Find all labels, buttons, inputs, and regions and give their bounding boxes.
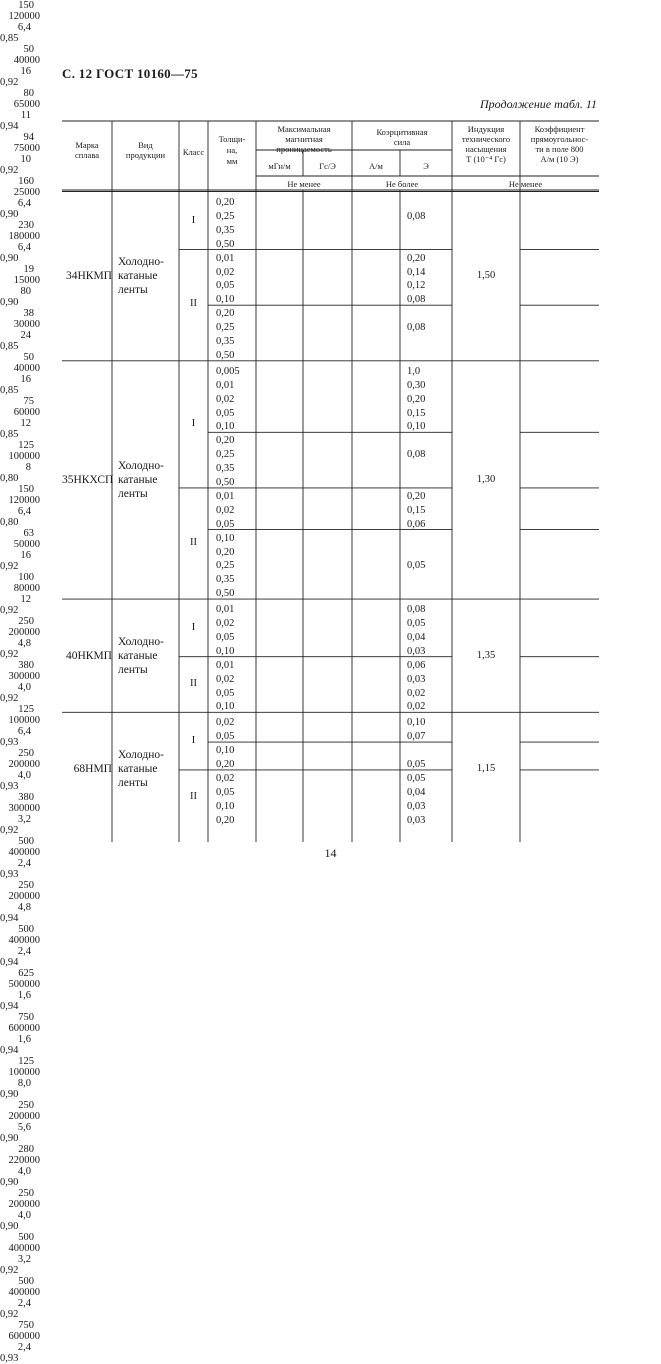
class-cell: I <box>191 621 196 633</box>
coercive-e-cell: 0,10 <box>407 421 426 433</box>
thickness-cell: 0,50 <box>216 238 235 250</box>
permeability-gs-cell: 40000 <box>13 363 40 374</box>
squareness-cell: 0,92 <box>0 693 19 704</box>
column-header-perm-unit-2: Гс/Э <box>319 161 336 171</box>
permeability-gs-cell: 400000 <box>8 1287 40 1298</box>
permeability-gs-cell: 25000 <box>13 187 40 198</box>
permeability-gs-cell: 500000 <box>8 979 40 990</box>
squareness-cell: 0,92 <box>0 649 19 660</box>
class-cell: I <box>191 418 196 430</box>
coercive-am-cell: 11 <box>20 110 31 121</box>
permeability-mgn-cell: 38 <box>23 308 34 319</box>
coercive-am-cell: 2,4 <box>17 858 31 869</box>
thickness-cell: 0,50 <box>216 477 235 488</box>
coercive-am-cell: 16 <box>20 550 31 561</box>
squareness-cell: 0,92 <box>0 165 19 176</box>
squareness-cell: 0,85 <box>0 341 19 352</box>
coercive-e-cell: 0,04 <box>407 631 426 643</box>
squareness-cell: 0,92 <box>0 561 19 572</box>
permeability-mgn-cell: 125 <box>18 440 34 451</box>
coercive-e-cell: 0,14 <box>407 266 426 278</box>
permeability-mgn-cell: 380 <box>18 660 34 671</box>
coercive-e-cell: 0,20 <box>407 393 426 405</box>
permeability-mgn-cell: 250 <box>18 748 34 759</box>
permeability-mgn-cell: 125 <box>18 704 34 715</box>
coercive-e-cell: 0,08 <box>407 294 426 306</box>
permeability-gs-cell: 80000 <box>13 583 40 594</box>
permeability-gs-cell: 100000 <box>8 451 40 462</box>
coercive-am-cell: 4,8 <box>17 902 31 913</box>
coercive-am-cell: 4,0 <box>17 682 31 693</box>
product-type: ленты <box>118 284 148 297</box>
column-header-coer-unit-1: А/м <box>369 161 383 171</box>
thickness-cell: 0,02 <box>216 717 235 729</box>
alloy-grade: 40НКМП <box>65 649 112 662</box>
thickness-cell: 0,10 <box>216 745 235 757</box>
thickness-cell: 0,01 <box>216 379 235 391</box>
thickness-cell: 0,35 <box>216 336 235 347</box>
permeability-gs-cell: 65000 <box>13 99 40 110</box>
thickness-cell: 0,05 <box>216 786 235 798</box>
squareness-cell: 0,90 <box>0 1221 19 1232</box>
coercive-am-cell: 6,4 <box>17 22 31 33</box>
permeability-mgn-cell: 125 <box>18 1056 34 1067</box>
permeability-mgn-cell: 500 <box>18 1232 34 1243</box>
permeability-mgn-cell: 230 <box>18 220 34 231</box>
thickness-cell: 0,01 <box>216 252 235 264</box>
coercive-am-cell: 4,0 <box>17 1210 31 1221</box>
permeability-gs-cell: 75000 <box>13 143 40 154</box>
permeability-gs-cell: 400000 <box>8 1243 40 1254</box>
column-header-not-less: Не менее <box>287 179 321 189</box>
squareness-cell: 0,92 <box>0 1265 19 1276</box>
thickness-cell: 0,35 <box>216 463 235 475</box>
coercive-e-cell: 0,03 <box>407 800 426 812</box>
page-number: 14 <box>324 846 337 860</box>
thickness-cell: 0,25 <box>216 210 235 222</box>
permeability-gs-cell: 200000 <box>8 759 40 770</box>
squareness-cell: 0,92 <box>0 1309 19 1320</box>
coercive-e-cell: 0,12 <box>407 280 426 292</box>
product-type: Холодно- <box>118 459 164 472</box>
column-header-grade: Марка <box>75 140 99 150</box>
product-type: Холодно- <box>118 748 164 761</box>
permeability-gs-cell: 200000 <box>8 1111 40 1122</box>
thickness-cell: 0,20 <box>216 197 235 208</box>
permeability-mgn-cell: 250 <box>18 1100 34 1111</box>
column-header-permeability: проницаемость <box>276 144 332 154</box>
permeability-gs-cell: 400000 <box>8 847 40 858</box>
column-header-induction: Индукция <box>467 124 505 134</box>
coercive-am-cell: 1,6 <box>17 1034 31 1045</box>
coercive-e-cell: 0,15 <box>407 504 426 516</box>
thickness-cell: 0,005 <box>216 365 240 377</box>
permeability-mgn-cell: 500 <box>18 836 34 847</box>
thickness-cell: 0,05 <box>216 407 235 419</box>
thickness-cell: 0,20 <box>216 435 235 447</box>
coercive-am-cell: 6,4 <box>17 506 31 517</box>
squareness-cell: 0,92 <box>0 77 19 88</box>
permeability-mgn-cell: 50 <box>23 352 34 363</box>
coercive-am-cell: 6,4 <box>17 242 31 253</box>
permeability-gs-cell: 220000 <box>8 1155 40 1166</box>
squareness-cell: 0,85 <box>0 429 19 440</box>
column-header-thickness: мм <box>226 156 238 166</box>
induction-cell: 1,30 <box>476 473 496 485</box>
coercive-e-cell: 0,10 <box>407 717 426 729</box>
coercive-am-cell: 24 <box>20 330 31 341</box>
thickness-cell: 0,20 <box>216 546 235 558</box>
permeability-mgn-cell: 625 <box>18 968 34 979</box>
thickness-cell: 0,35 <box>216 574 235 586</box>
permeability-mgn-cell: 63 <box>23 528 34 539</box>
column-header-permeability: магнитная <box>285 134 323 144</box>
coercive-e-cell: 0,03 <box>407 645 426 657</box>
squareness-cell: 0,85 <box>0 385 19 396</box>
coercive-e-cell: 0,20 <box>407 490 426 502</box>
class-cell: I <box>191 735 196 747</box>
product-type: катаные <box>118 473 158 486</box>
coercive-e-cell: 0,05 <box>407 759 426 770</box>
product-type: ленты <box>118 776 148 789</box>
squareness-cell: 0,94 <box>0 957 19 968</box>
thickness-cell: 0,10 <box>216 532 235 544</box>
permeability-mgn-cell: 500 <box>18 924 34 935</box>
column-header-induction: насыщения <box>465 144 507 154</box>
column-header-coercive: сила <box>393 137 411 147</box>
product-type: катаные <box>118 649 158 662</box>
coercive-e-cell: 0,07 <box>407 731 426 743</box>
permeability-gs-cell: 50000 <box>13 539 40 550</box>
thickness-cell: 0,02 <box>216 673 235 685</box>
squareness-cell: 0,80 <box>0 473 19 484</box>
squareness-cell: 0,80 <box>0 517 19 528</box>
coercive-e-cell: 0,08 <box>407 322 426 334</box>
class-cell: II <box>190 298 197 310</box>
thickness-cell: 0,20 <box>216 759 235 770</box>
coercive-e-cell: 0,20 <box>407 252 426 264</box>
column-header-thickness: Толщи- <box>218 134 246 144</box>
permeability-mgn-cell: 750 <box>18 1320 34 1331</box>
coercive-am-cell: 8,0 <box>17 1078 31 1089</box>
thickness-cell: 0,35 <box>216 224 235 236</box>
coercive-am-cell: 3,2 <box>17 814 31 825</box>
coercive-am-cell: 2,4 <box>17 946 31 957</box>
coercive-e-cell: 1,0 <box>407 365 421 377</box>
coercive-am-cell: 12 <box>20 594 31 605</box>
squareness-cell: 0,93 <box>0 1353 19 1364</box>
coercive-am-cell: 4,0 <box>17 770 31 781</box>
induction-cell: 1,35 <box>476 649 496 661</box>
permeability-gs-cell: 200000 <box>8 891 40 902</box>
product-type: Холодно- <box>118 635 164 648</box>
column-header-coercive: Коэрцитивная <box>376 127 428 137</box>
coercive-e-cell: 0,06 <box>407 659 426 671</box>
permeability-gs-cell: 200000 <box>8 1199 40 1210</box>
permeability-mgn-cell: 160 <box>18 176 34 187</box>
product-type: ленты <box>118 663 148 676</box>
coercive-e-cell: 0,08 <box>407 210 426 222</box>
coercive-e-cell: 0,30 <box>407 379 426 391</box>
permeability-mgn-cell: 50 <box>23 44 34 55</box>
column-header-grade: сплава <box>74 150 99 160</box>
coercive-am-cell: 2,4 <box>17 1298 31 1309</box>
permeability-gs-cell: 600000 <box>8 1331 40 1342</box>
coercive-e-cell: 0,03 <box>407 673 426 685</box>
column-header-thickness: на, <box>226 145 238 155</box>
permeability-gs-cell: 120000 <box>8 495 40 506</box>
coercive-am-cell: 4,8 <box>17 638 31 649</box>
thickness-cell: 0,20 <box>216 308 235 320</box>
squareness-cell: 0,92 <box>0 825 19 836</box>
column-header-class: Класс <box>182 147 205 157</box>
permeability-mgn-cell: 94 <box>23 132 34 143</box>
coercive-e-cell: 0,04 <box>407 786 426 798</box>
class-cell: II <box>190 536 197 548</box>
squareness-cell: 0,85 <box>0 33 19 44</box>
squareness-cell: 0,93 <box>0 737 19 748</box>
coercive-am-cell: 5,6 <box>17 1122 31 1133</box>
column-header-not-less-2: Не менее <box>508 179 543 189</box>
product-type: катаные <box>118 270 158 283</box>
coercive-am-cell: 8 <box>25 462 31 473</box>
squareness-cell: 0,90 <box>0 1133 19 1144</box>
squareness-cell: 0,94 <box>0 1045 19 1056</box>
permeability-mgn-cell: 250 <box>18 880 34 891</box>
coercive-am-cell: 16 <box>20 66 31 77</box>
permeability-gs-cell: 300000 <box>8 671 40 682</box>
thickness-cell: 0,01 <box>216 659 235 671</box>
thickness-cell: 0,05 <box>216 631 235 643</box>
thickness-cell: 0,02 <box>216 504 235 516</box>
squareness-cell: 0,94 <box>0 1001 19 1012</box>
permeability-mgn-cell: 750 <box>18 1012 34 1023</box>
thickness-cell: 0,01 <box>216 490 235 502</box>
permeability-mgn-cell: 250 <box>18 616 34 627</box>
permeability-gs-cell: 40000 <box>13 55 40 66</box>
thickness-cell: 0,10 <box>216 800 235 812</box>
coercive-e-cell: 0,02 <box>407 701 426 713</box>
coercive-e-cell: 0,05 <box>407 560 426 572</box>
column-header-squareness: прямоугольнос- <box>530 134 589 144</box>
column-header-induction: Т (10⁻⁴ Гс) <box>466 154 506 164</box>
coercive-am-cell: 1,6 <box>17 990 31 1001</box>
class-cell: II <box>190 677 197 689</box>
column-header-product: Вид <box>138 140 153 150</box>
thickness-cell: 0,02 <box>216 393 235 405</box>
thickness-cell: 0,05 <box>216 518 235 530</box>
squareness-cell: 0,94 <box>0 913 19 924</box>
table-continuation-label: Продолжение табл. 11 <box>479 97 597 111</box>
column-header-not-more: Не более <box>385 179 419 189</box>
squareness-cell: 0,90 <box>0 253 19 264</box>
permeability-mgn-cell: 150 <box>18 484 34 495</box>
thickness-cell: 0,25 <box>216 449 235 461</box>
thickness-cell: 0,01 <box>216 604 235 616</box>
squareness-cell: 0,92 <box>0 605 19 616</box>
squareness-cell: 0,94 <box>0 121 19 132</box>
coercive-am-cell: 6,4 <box>17 198 31 209</box>
thickness-cell: 0,05 <box>216 280 235 292</box>
coercive-am-cell: 12 <box>20 418 31 429</box>
column-header-induction: технического <box>461 134 511 144</box>
column-header-perm-unit-1: мГн/м <box>268 161 291 171</box>
coercive-e-cell: 0,02 <box>407 687 426 699</box>
permeability-gs-cell: 100000 <box>8 1067 40 1078</box>
squareness-cell: 0,90 <box>0 1177 19 1188</box>
permeability-mgn-cell: 19 <box>23 264 34 275</box>
alloy-grade: 68НМП <box>73 762 112 775</box>
thickness-cell: 0,20 <box>216 814 235 826</box>
thickness-cell: 0,25 <box>216 560 235 572</box>
squareness-cell: 0,93 <box>0 869 19 880</box>
squareness-cell: 0,90 <box>0 297 19 308</box>
thickness-cell: 0,25 <box>216 322 235 334</box>
permeability-mgn-cell: 280 <box>18 1144 34 1155</box>
product-type: катаные <box>118 762 158 775</box>
alloy-grade: 35НКХСП <box>62 473 114 486</box>
thickness-cell: 0,10 <box>216 701 235 713</box>
permeability-gs-cell: 60000 <box>13 407 40 418</box>
thickness-cell: 0,50 <box>216 349 235 361</box>
squareness-cell: 0,90 <box>0 209 19 220</box>
permeability-gs-cell: 300000 <box>8 803 40 814</box>
permeability-gs-cell: 100000 <box>8 715 40 726</box>
thickness-cell: 0,02 <box>216 772 235 784</box>
thickness-cell: 0,05 <box>216 687 235 699</box>
permeability-mgn-cell: 75 <box>23 396 34 407</box>
alloy-grade: 34НКМП <box>65 270 112 283</box>
coercive-am-cell: 2,4 <box>17 1342 31 1353</box>
permeability-mgn-cell: 380 <box>18 792 34 803</box>
thickness-cell: 0,50 <box>216 588 235 600</box>
thickness-cell: 0,10 <box>216 421 235 433</box>
coercive-am-cell: 80 <box>20 286 31 297</box>
squareness-cell: 0,93 <box>0 781 19 792</box>
permeability-gs-cell: 200000 <box>8 627 40 638</box>
product-type: Холодно- <box>118 256 164 269</box>
column-header-squareness: А/м (10 Э) <box>540 154 579 164</box>
thickness-cell: 0,10 <box>216 645 235 657</box>
coercive-am-cell: 10 <box>20 154 31 165</box>
squareness-cell: 0,90 <box>0 1089 19 1100</box>
coercive-e-cell: 0,05 <box>407 618 426 629</box>
permeability-mgn-cell: 100 <box>18 572 34 583</box>
permeability-mgn-cell: 500 <box>18 1276 34 1287</box>
page-header: С. 12 ГОСТ 10160—75 <box>62 66 198 81</box>
induction-cell: 1,50 <box>476 270 496 282</box>
thickness-cell: 0,05 <box>216 731 235 743</box>
column-header-coer-unit-2: Э <box>423 161 429 171</box>
permeability-gs-cell: 120000 <box>8 11 40 22</box>
permeability-gs-cell: 180000 <box>8 231 40 242</box>
class-cell: I <box>191 214 196 226</box>
thickness-cell: 0,02 <box>216 266 235 278</box>
coercive-am-cell: 6,4 <box>17 726 31 737</box>
permeability-gs-cell: 400000 <box>8 935 40 946</box>
column-header-squareness: Коэффициент <box>534 124 585 134</box>
coercive-e-cell: 0,05 <box>407 772 426 784</box>
thickness-cell: 0,10 <box>216 294 235 306</box>
coercive-am-cell: 16 <box>20 374 31 385</box>
permeability-gs-cell: 30000 <box>13 319 40 330</box>
coercive-am-cell: 3,2 <box>17 1254 31 1265</box>
permeability-gs-cell: 600000 <box>8 1023 40 1034</box>
class-cell: II <box>190 790 197 802</box>
product-type: ленты <box>118 487 148 500</box>
permeability-mgn-cell: 80 <box>23 88 34 99</box>
column-header-permeability: Максимальная <box>277 124 331 134</box>
permeability-mgn-cell: 250 <box>18 1188 34 1199</box>
coercive-e-cell: 0,08 <box>407 449 426 461</box>
coercive-e-cell: 0,06 <box>407 518 426 530</box>
coercive-e-cell: 0,03 <box>407 814 426 826</box>
permeability-gs-cell: 15000 <box>13 275 40 286</box>
column-header-squareness: ти в поле 800 <box>535 144 584 154</box>
coercive-e-cell: 0,08 <box>407 604 426 616</box>
column-header-product: продукции <box>125 150 166 160</box>
permeability-mgn-cell: 150 <box>18 0 34 11</box>
induction-cell: 1,15 <box>476 762 496 774</box>
coercive-am-cell: 4,0 <box>17 1166 31 1177</box>
thickness-cell: 0,02 <box>216 618 235 629</box>
coercive-e-cell: 0,15 <box>407 407 426 419</box>
